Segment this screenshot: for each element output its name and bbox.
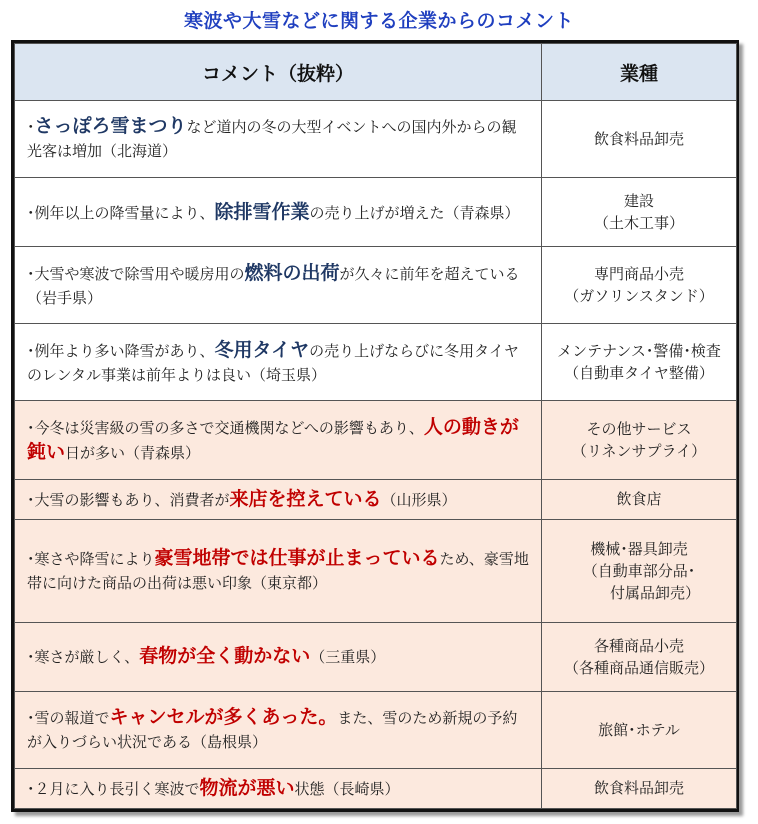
industry-cell [542, 324, 737, 401]
comment-cell [15, 101, 542, 178]
comment-highlight: 春物が全く動かない [139, 645, 311, 668]
industry-line: 飲食料品卸売 [593, 129, 684, 148]
industry-cell [542, 401, 737, 479]
industry-cell [542, 519, 737, 622]
table-header-row [15, 44, 737, 101]
industry-line: 専門商品小売 [593, 265, 684, 284]
comment-text: 日が多い（青森県） [65, 443, 201, 462]
table-row [15, 247, 737, 324]
comment-text: など道内の冬の大型イベントへの国内外からの観光客は増加（北海道） [27, 118, 517, 161]
comment-cell [15, 479, 542, 519]
comment-column-header: コメント（抜粋） [15, 44, 542, 101]
comment-highlight: 人の動きが鈍い [27, 415, 519, 463]
table-row [15, 324, 737, 401]
industry-cell [542, 691, 737, 768]
industry-line: （自動車部分品･ [582, 561, 696, 580]
industry-line: 建設 [623, 192, 654, 211]
comment-highlight: 物流が悪い [199, 776, 295, 799]
table-body [15, 101, 737, 809]
industry-line: 飲食店 [616, 490, 662, 509]
comment-cell [15, 519, 542, 622]
comment-text: また、雪のため新規の予約が入りづらい状況である（島根県） [27, 709, 518, 752]
comment-cell [15, 691, 542, 768]
comment-cell [15, 622, 542, 691]
comment-text: ･例年より多い降雪があり、 [27, 341, 215, 360]
comment-text: ･ [27, 118, 35, 137]
industry-line: （自動車タイヤ整備） [564, 364, 714, 383]
comment-text: ･今冬は災害級の雪の多さで交通機関などへの影響もあり、 [27, 418, 424, 437]
comments-table-frame [11, 40, 739, 812]
industry-cell [542, 177, 737, 246]
comment-text: 状態（長崎県） [294, 779, 400, 798]
comment-text: ため、豪雪地帯に向けた商品の出荷は悪い印象（東京都） [27, 550, 529, 593]
industry-column-header: 業種 [542, 44, 737, 101]
industry-cell [542, 101, 737, 178]
comment-text: ･雪の報道で [27, 709, 110, 728]
industry-line: その他サービス [586, 419, 692, 438]
comment-highlight: 豪雪地帯では仕事が止まっている [154, 547, 440, 570]
industry-line: 付属品卸売） [609, 583, 700, 602]
comment-text: ･２月に入り長引く寒波で [27, 779, 200, 798]
comment-text: ･大雪や寒波で除雪用や暖房用の [27, 264, 245, 283]
comments-table [14, 43, 737, 809]
comment-text: ･寒さが厳しく、 [27, 648, 140, 667]
industry-line: （各種商品通信販売） [563, 658, 714, 677]
industry-cell [542, 247, 737, 324]
comment-text: （三重県） [310, 648, 386, 667]
page-title: 寒波や大雪などに関する企業からのコメント [183, 10, 574, 32]
comment-text: の売り上げならびに冬用タイヤのレンタル事業は前年よりは良い（埼玉県） [27, 341, 519, 384]
table-row [15, 177, 737, 246]
comment-cell [15, 177, 542, 246]
comment-highlight: 燃料の出荷 [244, 261, 340, 284]
comment-cell [15, 401, 542, 479]
table-row [15, 622, 737, 691]
industry-line: 機械･器具卸売 [590, 539, 688, 558]
industry-cell [542, 479, 737, 519]
table-row [15, 101, 737, 178]
comment-text: が久々に前年を超えている（岩手県） [27, 264, 520, 307]
comment-highlight: 除排雪作業 [214, 200, 310, 223]
table-row [15, 691, 737, 768]
industry-line: メンテナンス･警備･検査 [557, 342, 721, 361]
table-row [15, 479, 737, 519]
comment-cell [15, 324, 542, 401]
comment-text: ･寒さや降雪により [27, 550, 155, 569]
comment-text: の売り上げが増えた（青森県） [309, 203, 520, 222]
industry-line: 飲食料品卸売 [593, 779, 684, 798]
comment-highlight: さっぽろ雪まつり [34, 115, 187, 138]
table-row [15, 768, 737, 808]
comment-text: （山形県） [381, 490, 457, 509]
industry-line: （土木工事） [593, 214, 684, 233]
comment-cell [15, 768, 542, 808]
industry-line: （ガソリンスタンド） [564, 287, 714, 306]
industry-line: 旅館･ホテル [598, 720, 680, 739]
table-row [15, 519, 737, 622]
comment-text: ･例年以上の降雪量により、 [27, 203, 215, 222]
industry-line: 各種商品小売 [593, 636, 684, 655]
industry-cell [542, 768, 737, 808]
industry-line: （リネンサプライ） [571, 441, 707, 460]
table-row [15, 401, 737, 479]
industry-cell [542, 622, 737, 691]
comment-text: ･大雪の影響もあり、消費者が [27, 490, 230, 509]
comment-highlight: キャンセルが多くあった。 [109, 706, 338, 729]
comment-highlight: 冬用タイヤ [214, 338, 310, 361]
comment-highlight: 来店を控えている [229, 487, 382, 510]
comment-cell [15, 247, 542, 324]
